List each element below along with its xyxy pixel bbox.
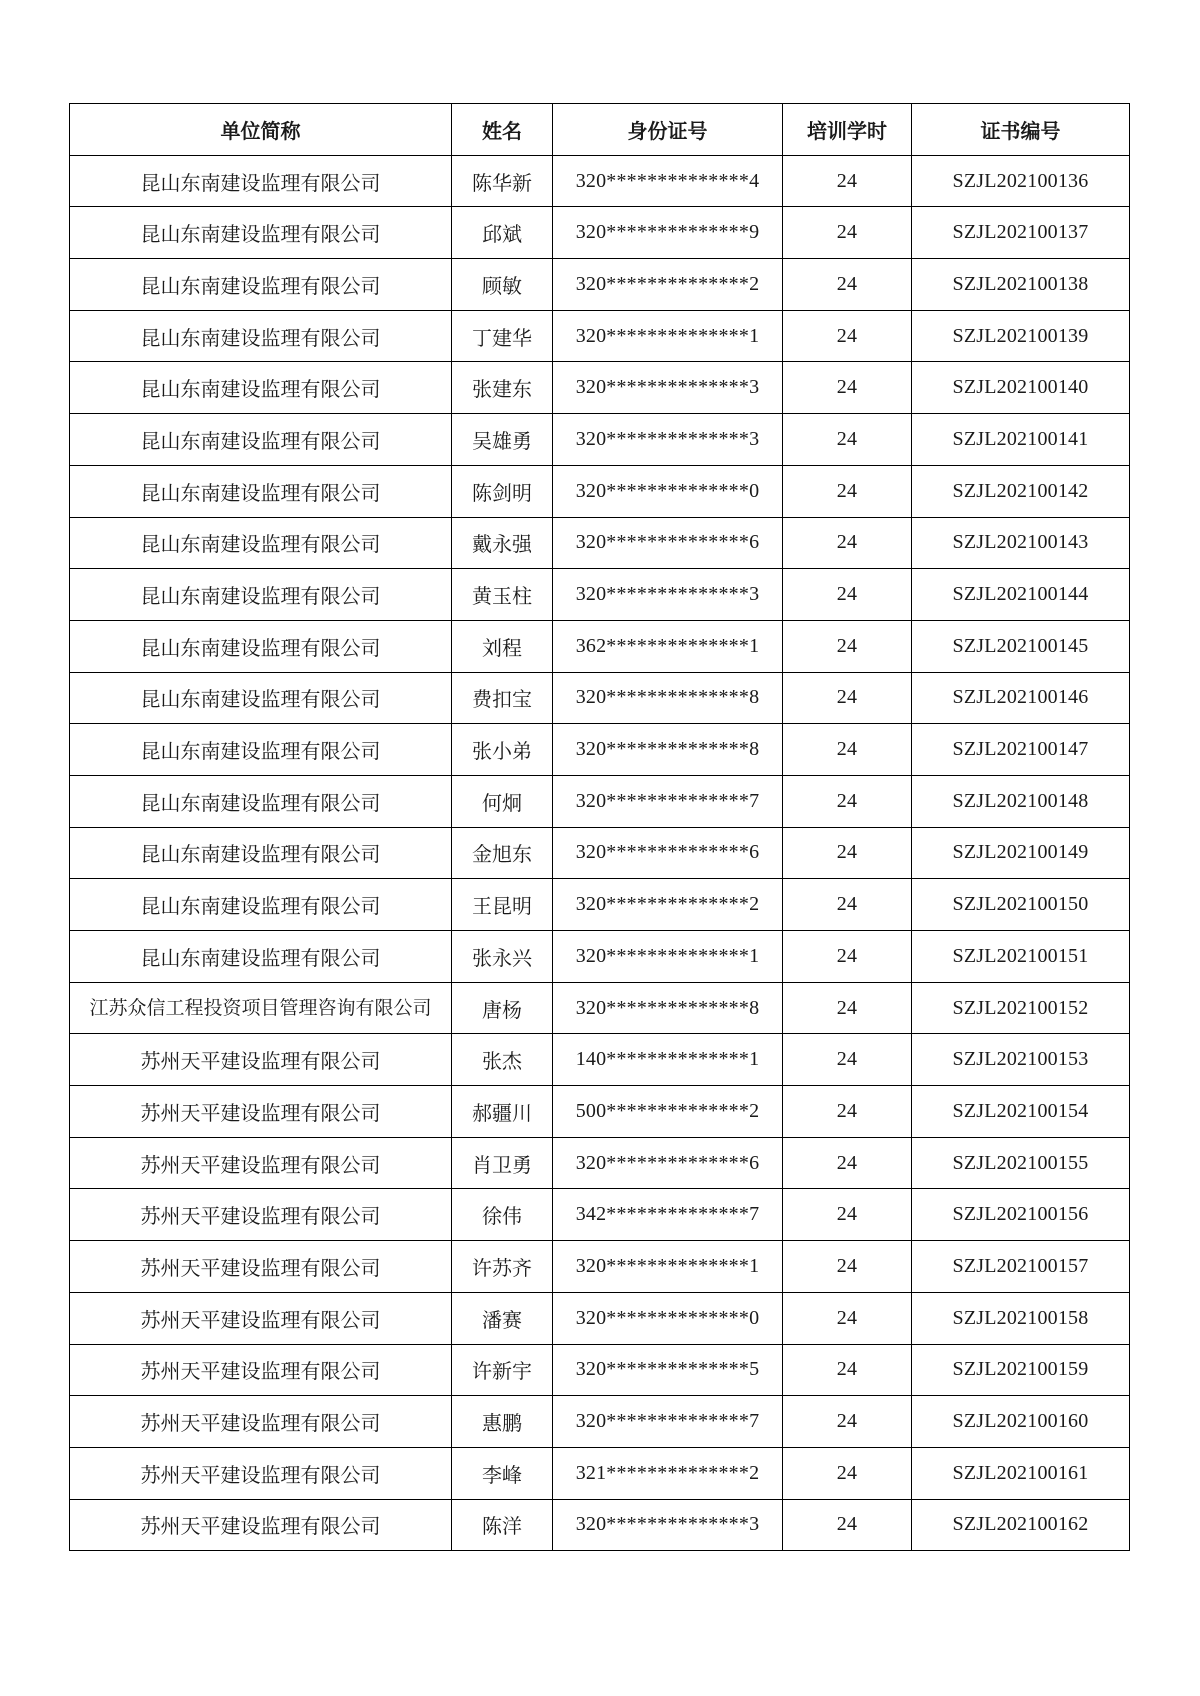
cell-id-number: 342**************7: [553, 1189, 783, 1241]
cell-certificate-number: SZJL202100161: [912, 1447, 1130, 1499]
cell-certificate-number: SZJL202100160: [912, 1396, 1130, 1448]
cell-unit: 苏州天平建设监理有限公司: [70, 1396, 452, 1448]
cell-certificate-number: SZJL202100137: [912, 207, 1130, 259]
cell-training-hours: 24: [783, 879, 912, 931]
cell-id-number: 320**************0: [553, 1292, 783, 1344]
cell-id-number: 320**************8: [553, 724, 783, 776]
cell-name: 陈洋: [452, 1499, 553, 1551]
cell-unit: 苏州天平建设监理有限公司: [70, 1344, 452, 1396]
cell-training-hours: 24: [783, 620, 912, 672]
cell-unit: 昆山东南建设监理有限公司: [70, 259, 452, 311]
cell-certificate-number: SZJL202100142: [912, 465, 1130, 517]
cell-certificate-number: SZJL202100139: [912, 310, 1130, 362]
cell-id-number: 320**************5: [553, 1344, 783, 1396]
cell-unit: 昆山东南建设监理有限公司: [70, 672, 452, 724]
cell-unit: 昆山东南建设监理有限公司: [70, 931, 452, 983]
table-row: [70, 775, 1130, 827]
cell-training-hours: 24: [783, 1086, 912, 1138]
cell-training-hours: 24: [783, 1396, 912, 1448]
cell-unit: 昆山东南建设监理有限公司: [70, 827, 452, 879]
cell-certificate-number: SZJL202100155: [912, 1137, 1130, 1189]
table-row: [70, 620, 1130, 672]
cell-unit: 苏州天平建设监理有限公司: [70, 1292, 452, 1344]
table-row: [70, 1137, 1130, 1189]
cell-certificate-number: SZJL202100150: [912, 879, 1130, 931]
cell-unit: 昆山东南建设监理有限公司: [70, 310, 452, 362]
cell-name: 徐伟: [452, 1189, 553, 1241]
cell-name: 唐杨: [452, 982, 553, 1034]
cell-id-number: 320**************3: [553, 569, 783, 621]
cell-id-number: 320**************4: [553, 155, 783, 207]
cell-id-number: 320**************8: [553, 672, 783, 724]
table-row: [70, 259, 1130, 311]
cell-name: 许新宇: [452, 1344, 553, 1396]
cell-training-hours: 24: [783, 1499, 912, 1551]
cell-unit: 昆山东南建设监理有限公司: [70, 155, 452, 207]
cell-name: 张杰: [452, 1034, 553, 1086]
cell-training-hours: 24: [783, 1344, 912, 1396]
training-roster-table: [69, 103, 1130, 1551]
cell-certificate-number: SZJL202100162: [912, 1499, 1130, 1551]
cell-training-hours: 24: [783, 1137, 912, 1189]
cell-unit: 苏州天平建设监理有限公司: [70, 1447, 452, 1499]
table-row: [70, 1447, 1130, 1499]
cell-training-hours: 24: [783, 362, 912, 414]
table-row: [70, 414, 1130, 466]
cell-id-number: 320**************1: [553, 931, 783, 983]
cell-training-hours: 24: [783, 1189, 912, 1241]
table-row: [70, 827, 1130, 879]
cell-unit: 昆山东南建设监理有限公司: [70, 465, 452, 517]
cell-id-number: 500**************2: [553, 1086, 783, 1138]
cell-name: 郝疆川: [452, 1086, 553, 1138]
cell-certificate-number: SZJL202100138: [912, 259, 1130, 311]
cell-training-hours: 24: [783, 569, 912, 621]
cell-id-number: 362**************1: [553, 620, 783, 672]
header-unit: 单位简称: [70, 104, 452, 156]
cell-unit: 昆山东南建设监理有限公司: [70, 724, 452, 776]
cell-id-number: 320**************9: [553, 207, 783, 259]
header-id: 身份证号: [553, 104, 783, 156]
cell-name: 张永兴: [452, 931, 553, 983]
cell-name: 费扣宝: [452, 672, 553, 724]
table-header: [70, 104, 1130, 156]
cell-unit: 昆山东南建设监理有限公司: [70, 362, 452, 414]
cell-id-number: 320**************0: [553, 465, 783, 517]
table-row: [70, 207, 1130, 259]
table-row: [70, 362, 1130, 414]
cell-name: 许苏齐: [452, 1241, 553, 1293]
cell-name: 邱斌: [452, 207, 553, 259]
cell-name: 黄玉柱: [452, 569, 553, 621]
cell-unit: 苏州天平建设监理有限公司: [70, 1034, 452, 1086]
cell-training-hours: 24: [783, 155, 912, 207]
cell-certificate-number: SZJL202100140: [912, 362, 1130, 414]
cell-id-number: 320**************7: [553, 775, 783, 827]
cell-certificate-number: SZJL202100152: [912, 982, 1130, 1034]
cell-name: 肖卫勇: [452, 1137, 553, 1189]
cell-certificate-number: SZJL202100144: [912, 569, 1130, 621]
cell-unit: 苏州天平建设监理有限公司: [70, 1137, 452, 1189]
cell-certificate-number: SZJL202100153: [912, 1034, 1130, 1086]
cell-unit: 昆山东南建设监理有限公司: [70, 775, 452, 827]
table-row: [70, 724, 1130, 776]
cell-certificate-number: SZJL202100146: [912, 672, 1130, 724]
cell-certificate-number: SZJL202100136: [912, 155, 1130, 207]
cell-training-hours: 24: [783, 207, 912, 259]
cell-certificate-number: SZJL202100154: [912, 1086, 1130, 1138]
table-row: [70, 310, 1130, 362]
cell-unit: 昆山东南建设监理有限公司: [70, 620, 452, 672]
cell-id-number: 320**************1: [553, 310, 783, 362]
cell-unit: 昆山东南建设监理有限公司: [70, 207, 452, 259]
cell-name: 李峰: [452, 1447, 553, 1499]
cell-certificate-number: SZJL202100145: [912, 620, 1130, 672]
cell-id-number: 320**************6: [553, 517, 783, 569]
cell-name: 丁建华: [452, 310, 553, 362]
cell-certificate-number: SZJL202100157: [912, 1241, 1130, 1293]
cell-certificate-number: SZJL202100141: [912, 414, 1130, 466]
cell-certificate-number: SZJL202100151: [912, 931, 1130, 983]
cell-name: 何炯: [452, 775, 553, 827]
table-row: [70, 879, 1130, 931]
cell-certificate-number: SZJL202100143: [912, 517, 1130, 569]
cell-training-hours: 24: [783, 672, 912, 724]
table-body: [70, 155, 1130, 1551]
cell-name: 金旭东: [452, 827, 553, 879]
cell-name: 吴雄勇: [452, 414, 553, 466]
cell-id-number: 320**************8: [553, 982, 783, 1034]
cell-certificate-number: SZJL202100156: [912, 1189, 1130, 1241]
cell-certificate-number: SZJL202100149: [912, 827, 1130, 879]
cell-training-hours: 24: [783, 931, 912, 983]
cell-name: 戴永强: [452, 517, 553, 569]
cell-unit: 苏州天平建设监理有限公司: [70, 1189, 452, 1241]
table-row: [70, 1344, 1130, 1396]
cell-unit: 苏州天平建设监理有限公司: [70, 1241, 452, 1293]
cell-training-hours: 24: [783, 259, 912, 311]
header-name: 姓名: [452, 104, 553, 156]
cell-training-hours: 24: [783, 1034, 912, 1086]
header-cert: 证书编号: [912, 104, 1130, 156]
cell-id-number: 320**************2: [553, 879, 783, 931]
cell-certificate-number: SZJL202100148: [912, 775, 1130, 827]
table-row: [70, 517, 1130, 569]
cell-name: 顾敏: [452, 259, 553, 311]
cell-name: 张建东: [452, 362, 553, 414]
cell-id-number: 320**************7: [553, 1396, 783, 1448]
cell-certificate-number: SZJL202100147: [912, 724, 1130, 776]
table-row: [70, 1086, 1130, 1138]
cell-id-number: 321**************2: [553, 1447, 783, 1499]
cell-id-number: 320**************3: [553, 1499, 783, 1551]
cell-name: 张小弟: [452, 724, 553, 776]
cell-training-hours: 24: [783, 775, 912, 827]
cell-id-number: 320**************6: [553, 1137, 783, 1189]
table-row: [70, 1034, 1130, 1086]
cell-unit: 昆山东南建设监理有限公司: [70, 517, 452, 569]
table-row: [70, 1396, 1130, 1448]
cell-unit: 昆山东南建设监理有限公司: [70, 569, 452, 621]
table-row: [70, 672, 1130, 724]
cell-name: 惠鹏: [452, 1396, 553, 1448]
header-row: [70, 104, 1130, 156]
cell-unit: 昆山东南建设监理有限公司: [70, 414, 452, 466]
cell-training-hours: 24: [783, 1241, 912, 1293]
cell-certificate-number: SZJL202100158: [912, 1292, 1130, 1344]
table-row: [70, 1189, 1130, 1241]
cell-training-hours: 24: [783, 517, 912, 569]
table-row: [70, 982, 1130, 1034]
cell-unit: 苏州天平建设监理有限公司: [70, 1086, 452, 1138]
cell-name: 陈华新: [452, 155, 553, 207]
cell-training-hours: 24: [783, 1292, 912, 1344]
cell-id-number: 320**************6: [553, 827, 783, 879]
cell-id-number: 320**************3: [553, 414, 783, 466]
table-row: [70, 1241, 1130, 1293]
cell-training-hours: 24: [783, 724, 912, 776]
cell-name: 刘程: [452, 620, 553, 672]
cell-training-hours: 24: [783, 465, 912, 517]
cell-training-hours: 24: [783, 1447, 912, 1499]
cell-training-hours: 24: [783, 310, 912, 362]
cell-name: 王昆明: [452, 879, 553, 931]
cell-id-number: 320**************1: [553, 1241, 783, 1293]
cell-unit: 昆山东南建设监理有限公司: [70, 879, 452, 931]
header-hours: 培训学时: [783, 104, 912, 156]
table-row: [70, 155, 1130, 207]
cell-name: 潘赛: [452, 1292, 553, 1344]
cell-id-number: 140**************1: [553, 1034, 783, 1086]
cell-training-hours: 24: [783, 982, 912, 1034]
cell-name: 陈剑明: [452, 465, 553, 517]
table-row: [70, 569, 1130, 621]
table-row: [70, 465, 1130, 517]
cell-training-hours: 24: [783, 827, 912, 879]
cell-unit: 苏州天平建设监理有限公司: [70, 1499, 452, 1551]
table-row: [70, 1499, 1130, 1551]
table-row: [70, 1292, 1130, 1344]
cell-id-number: 320**************2: [553, 259, 783, 311]
cell-training-hours: 24: [783, 414, 912, 466]
cell-certificate-number: SZJL202100159: [912, 1344, 1130, 1396]
table-row: [70, 931, 1130, 983]
cell-id-number: 320**************3: [553, 362, 783, 414]
cell-unit: 江苏众信工程投资项目管理咨询有限公司: [70, 982, 452, 1034]
